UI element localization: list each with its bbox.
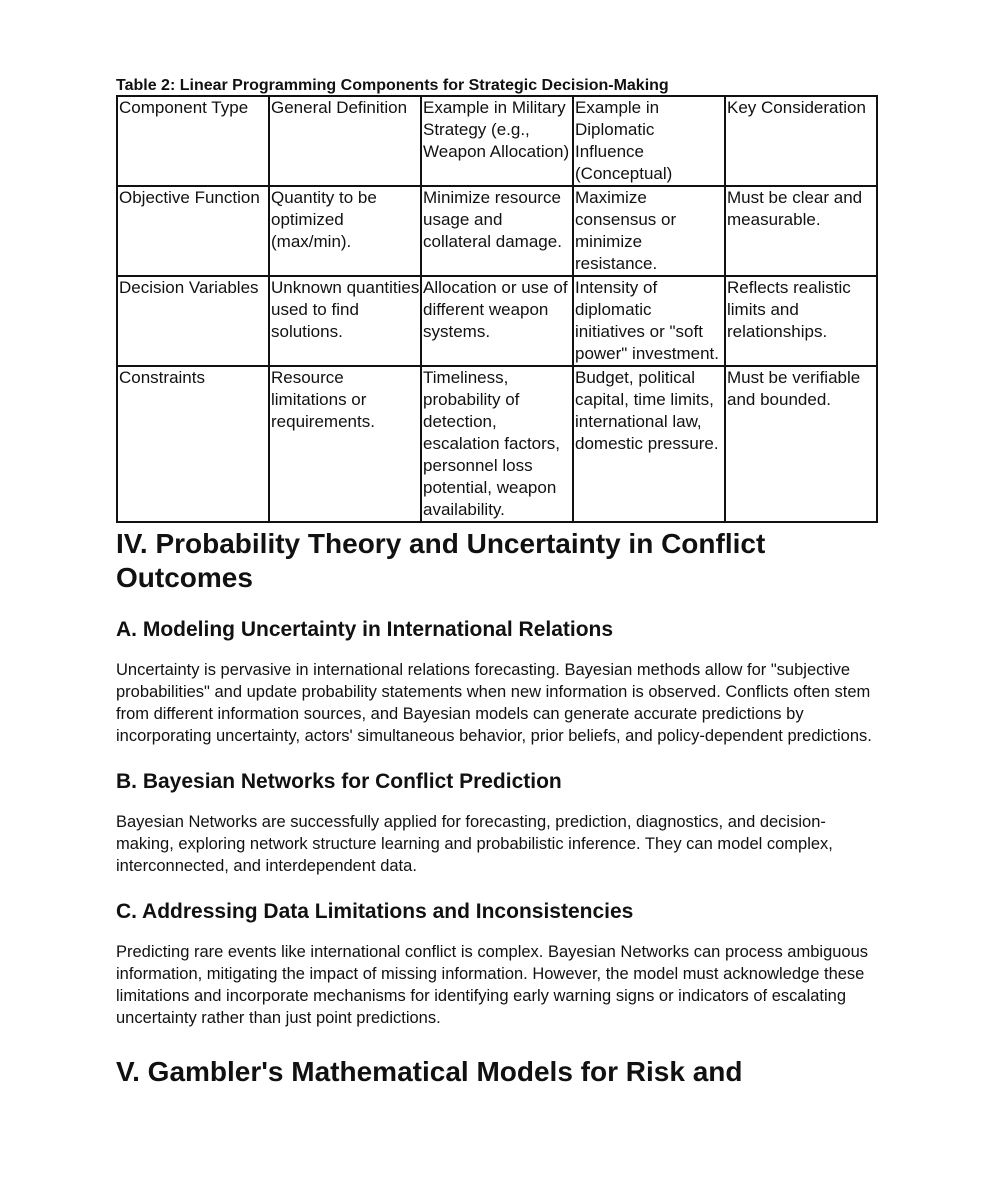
table-header-row [117, 96, 877, 186]
subsection-c-paragraph: Predicting rare events like international conflict is complex. Bayesian Networks can process ambiguous information, mitigating the impact of missing information. However, the model must acknowledge these limitations and incorporate mechanisms for identifying early warning signs or indicators of escalating uncertainty rather than just point predictions. [116, 943, 869, 1027]
document-page [116, 76, 876, 1089]
section-iv-heading: IV. Probability Theory and Uncertainty in Conflict Outcomes [116, 528, 766, 593]
subsection-b-paragraph: Bayesian Networks are successfully applied for forecasting, prediction, diagnostics, and decision-making, exploring network structure learning and probabilistic inference. They can model complex, interconnected, and interdependent data. [116, 813, 833, 875]
table-cell: Objective Function [117, 186, 269, 276]
table-cell: Allocation or use of different weapon systems. [421, 276, 573, 366]
table-cell: Intensity of diplomatic initiatives or "soft power" investment. [573, 276, 725, 366]
table-cell: Minimize resource usage and collateral damage. [421, 186, 573, 276]
table-row [117, 366, 877, 522]
table-row [117, 276, 877, 366]
table-cell: Must be clear and measurable. [725, 186, 877, 276]
table-cell: Timeliness, probability of detection, escalation factors, personnel loss potential, weapon availability. [421, 366, 573, 522]
subsection-b-heading: B. Bayesian Networks for Conflict Prediction [116, 770, 562, 793]
table-header-cell: Example in Military Strategy (e.g., Weapon Allocation) [421, 96, 573, 186]
table-cell: Decision Variables [117, 276, 269, 366]
section-v-heading: V. Gambler's Mathematical Models for Risk and [116, 1056, 743, 1087]
table-cell: Resource limitations or requirements. [269, 366, 421, 522]
table-cell: Maximize consensus or minimize resistance. [573, 186, 725, 276]
table-header-cell: Component Type [117, 96, 269, 186]
table-row [117, 186, 877, 276]
lp-components-table [116, 95, 878, 523]
table-cell: Quantity to be optimized (max/min). [269, 186, 421, 276]
table-cell: Budget, political capital, time limits, international law, domestic pressure. [573, 366, 725, 522]
table-caption: Table 2: Linear Programming Components for Strategic Decision-Making [116, 77, 669, 94]
subsection-a-paragraph: Uncertainty is pervasive in international relations forecasting. Bayesian methods allow for "subjective probabilities" and update probability statements when new information is observed. Conflicts often stem from different information sources, and Bayesian models can generate accurate predictions by incorporating uncertainty, actors' simultaneous behavior, prior beliefs, and policy-dependent predictions. [116, 661, 872, 745]
subsection-c-heading: C. Addressing Data Limitations and Inconsistencies [116, 900, 634, 923]
table-cell: Reflects realistic limits and relationships. [725, 276, 877, 366]
subsection-a-heading: A. Modeling Uncertainty in International Relations [116, 618, 614, 641]
table-cell: Unknown quantities used to find solutions. [269, 276, 421, 366]
table-cell: Constraints [117, 366, 269, 522]
table-header-cell: Example in Diplomatic Influence (Conceptual) [573, 96, 725, 186]
table-header-cell: General Definition [269, 96, 421, 186]
table-header-cell: Key Consideration [725, 96, 877, 186]
table-cell: Must be verifiable and bounded. [725, 366, 877, 522]
